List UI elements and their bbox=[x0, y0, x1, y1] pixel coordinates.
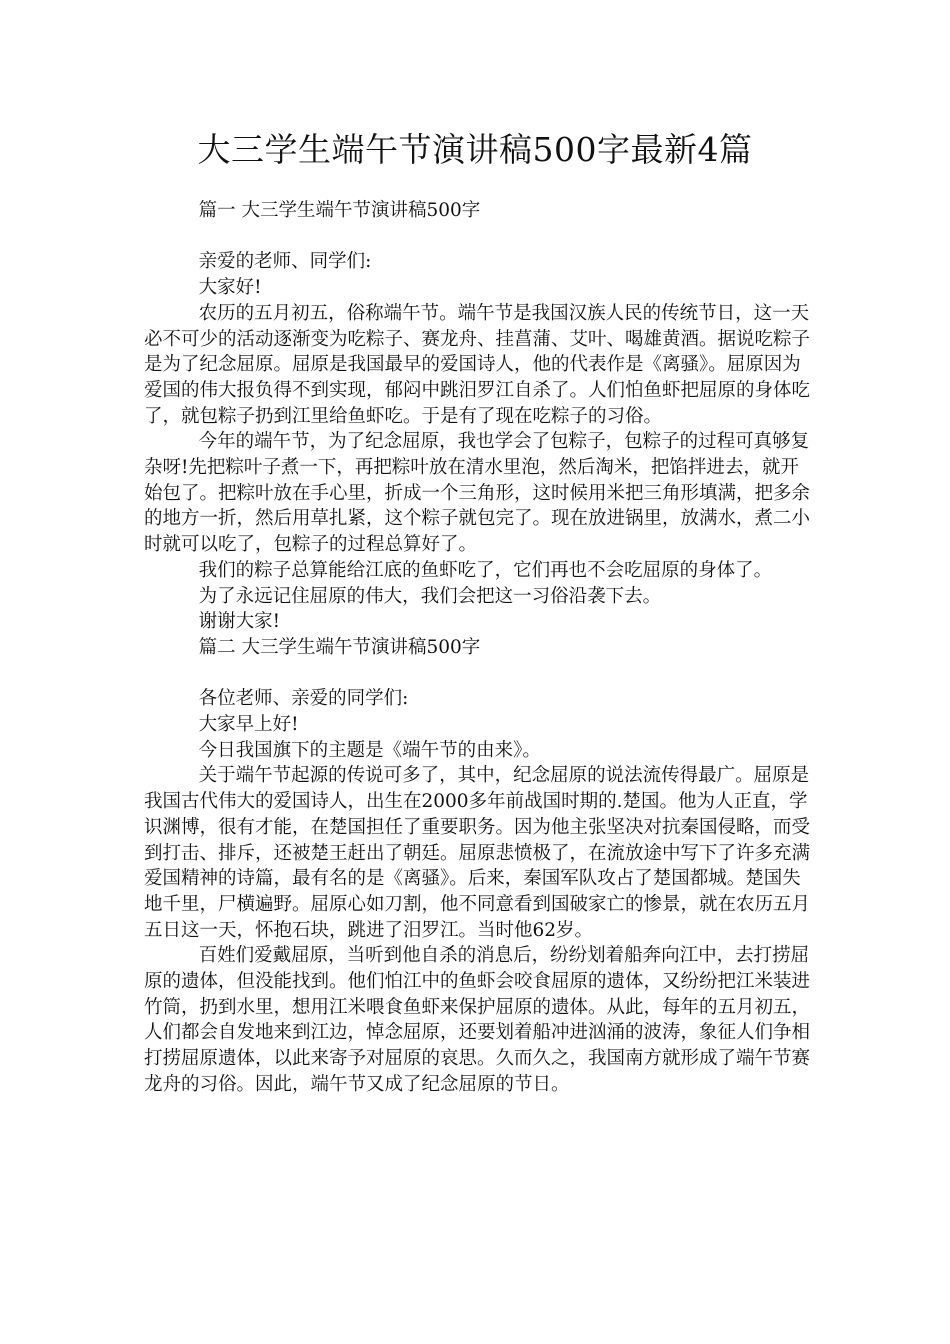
closing: 谢谢大家! bbox=[198, 611, 280, 633]
greeting: 大家早上好! bbox=[198, 714, 299, 736]
body-paragraph: 今日我国旗下的主题是《端午节的由来》。 bbox=[198, 739, 541, 761]
body-paragraph: 关于端午节起源的传说可多了，其中，纪念屈原的说法流传得最广。屈原是我国古代伟大的爱国诗人，出生在2000多年前战国时期的.楚国。他为人正直，学识渊博，很有才能，在楚国担任了重要职务。因为他主张坚决对抗秦国侵略，而受到打击、排斥，还被楚王赶出了朝廷。屈原悲愤极了，在流放途中写下了许多充满爱国精神的诗篇，最有名的是《离骚》。后来，秦国军队攻占了楚国都城。楚国失地千里，尸横遍野。屈原心如刀割，他不同意看到国破家亡的惨景，就在农历五月五日这一天，怀抱石块，跳进了汨罗江。当时他62岁。 bbox=[144, 765, 811, 941]
body-paragraph: 百姓们爱戴屈原，当听到他自杀的消息后，纷纷划着船奔向江中，去打捞屈原的遗体，但没能找到。他们怕江中的鱼虾会咬食屈原的遗体，又纷纷把江米装进竹筒，扔到水里，想用江米喂食鱼虾来保护屈原的遗体。从此，每年的五月初五，人们都会自发地来到江边，悼念屈原，还要划着船冲进汹涌的波涛，象征人们争相打捞屈原遗体，以此来寄予对屈原的哀思。久而久之，我国南方就形成了端午节赛龙舟的习俗。因此，端午节又成了纪念屈原的节日。 bbox=[144, 945, 811, 1095]
document-body bbox=[144, 198, 816, 1098]
salutation: 亲爱的老师、同学们: bbox=[198, 251, 372, 273]
section-heading-2: 篇二 大三学生端午节演讲稿500字 bbox=[198, 636, 481, 658]
blank-line bbox=[144, 224, 816, 250]
body-paragraph: 我们的粽子总算能给江底的鱼虾吃了，它们再也不会吃屈原的身体了。 bbox=[198, 559, 773, 581]
document-title: 大三学生端午节演讲稿500字最新4篇 bbox=[197, 130, 753, 169]
body-paragraph: 为了永远记住屈原的伟大，我们会把这一习俗沿袭下去。 bbox=[198, 585, 662, 607]
blank-line bbox=[144, 661, 816, 687]
body-paragraph: 农历的五月初五，俗称端午节。端午节是我国汉族人民的传统节日，这一天必不可少的活动逐渐变为吃粽子、赛龙舟、挂菖蒲、艾叶、喝雄黄酒。据说吃粽子是为了纪念屈原。屈原是我国最早的爱国诗人，他的代表作是《离骚》。屈原因为爱国的伟大报负得不到实现，郁闷中跳汨罗江自杀了。人们怕鱼虾把屈原的身体吃了，就包粽子扔到江里给鱼虾吃。于是有了现在吃粽子的习俗。 bbox=[144, 302, 811, 427]
section-heading-1: 篇一 大三学生端午节演讲稿500字 bbox=[198, 200, 481, 221]
body-paragraph: 今年的端午节，为了纪念屈原，我也学会了包粽子，包粽子的过程可真够复杂呀!先把粽叶子煮一下，再把粽叶放在清水里泡，然后淘米，把馅拌进去，就开始包了。把粽叶放在手心里，折成一个三角形，这时候用米把三角形填满，把多余的地方一折，然后用草扎紧，这个粽子就包完了。现在放进锅里，放满水，煮二小时就可以吃了，包粽子的过程总算好了。 bbox=[144, 431, 811, 556]
greeting: 大家好! bbox=[198, 277, 262, 299]
salutation: 各位老师、亲爱的同学们: bbox=[198, 688, 409, 710]
